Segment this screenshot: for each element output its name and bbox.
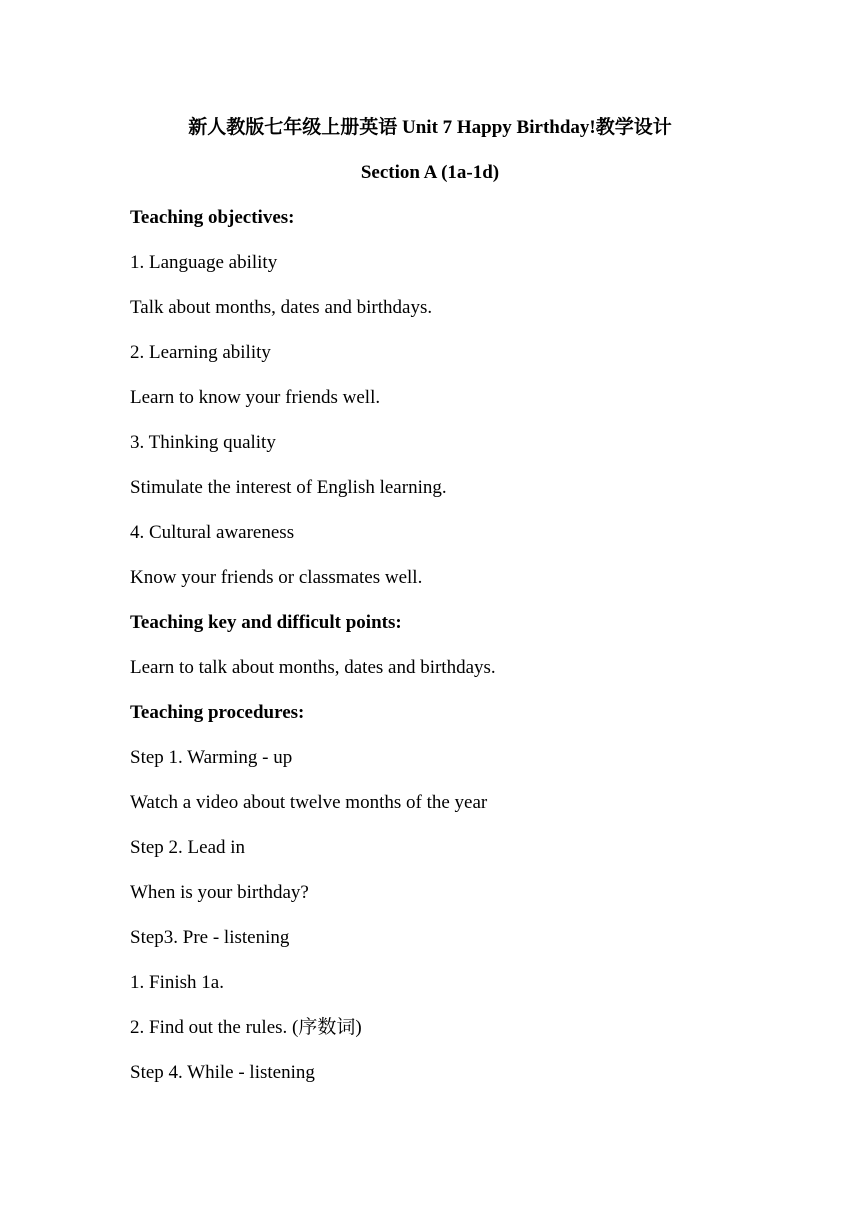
heading-teaching-objectives: Teaching objectives: xyxy=(130,207,295,228)
step-2-heading: Step 2. Lead in xyxy=(130,837,246,858)
objective-3-text: Stimulate the interest of English learning. xyxy=(130,477,447,498)
step-3-item-1: 1. Finish 1a. xyxy=(130,972,224,993)
objective-3-heading: 3. Thinking quality xyxy=(130,432,276,453)
document-subtitle: Section A (1a-1d) xyxy=(360,162,500,183)
objective-2-heading: 2. Learning ability xyxy=(130,342,271,363)
step-3-item-2: 2. Find out the rules. (序数词) xyxy=(130,1017,362,1038)
step-1-text: Watch a video about twelve months of the year xyxy=(130,792,488,813)
step-2-text: When is your birthday? xyxy=(130,882,309,903)
objective-1-heading: 1. Language ability xyxy=(130,252,278,273)
step-1-heading: Step 1. Warming - up xyxy=(130,747,293,768)
heading-teaching-procedures: Teaching procedures: xyxy=(130,702,305,723)
objective-4-heading: 4. Cultural awareness xyxy=(130,522,295,543)
document-title: 新人教版七年级上册英语 Unit 7 Happy Birthday!教学设计 xyxy=(188,117,672,138)
objective-2-text: Learn to know your friends well. xyxy=(130,387,381,408)
objective-1-text: Talk about months, dates and birthdays. xyxy=(130,297,433,318)
step-4-heading: Step 4. While - listening xyxy=(130,1062,315,1083)
step-3-heading: Step3. Pre - listening xyxy=(130,927,290,948)
heading-key-points: Teaching key and difficult points: xyxy=(130,612,402,633)
key-points-text: Learn to talk about months, dates and birthdays. xyxy=(130,657,496,678)
objective-4-text: Know your friends or classmates well. xyxy=(130,567,423,588)
